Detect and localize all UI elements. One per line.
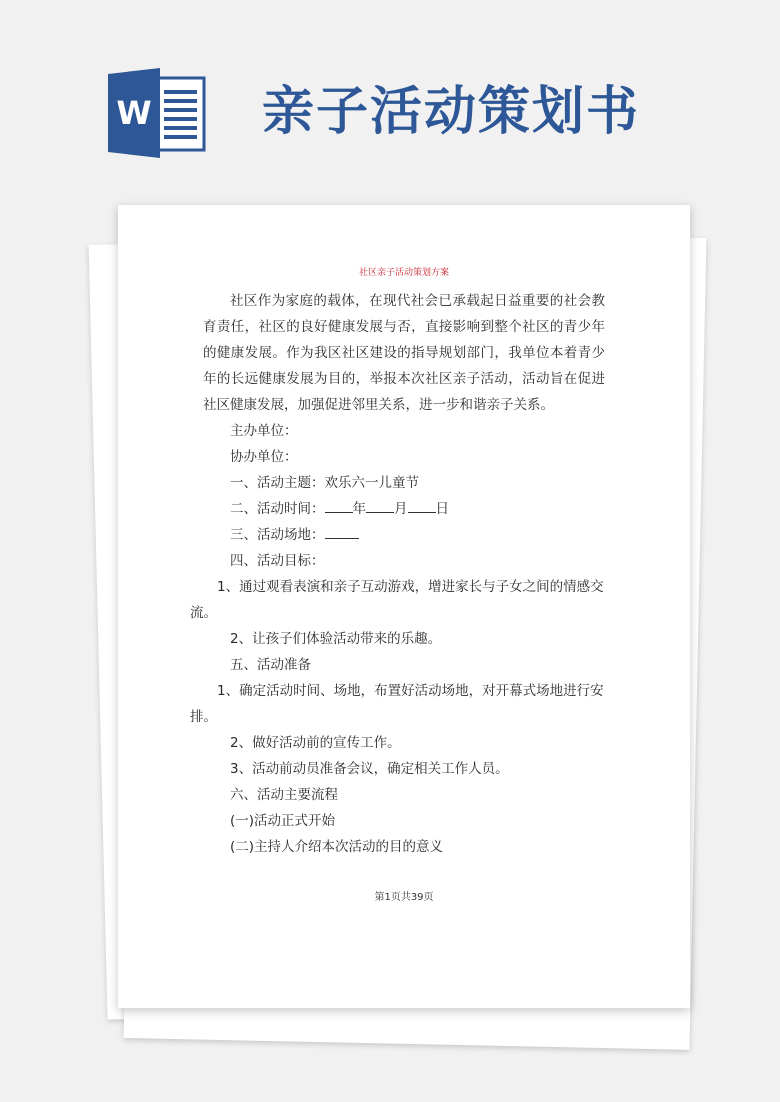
flow-item-1: (一)活动正式开始 (230, 813, 336, 829)
time-label: 二、活动时间： (230, 501, 325, 517)
month-label: 月 (394, 501, 408, 517)
prep-item-2: 2、做好活动前的宣传工作。 (230, 735, 401, 751)
intro-paragraph: 社区作为家庭的载体，在现代社会已承载起日益重要的社会教育责任，社区的良好健康发展与否，直接影响到整个社区的青少年的健康发展。作为我区社区建设的指导规划部门，我单位本着青少年的长远健康发展为目的，举报本次社区亲子活动，活动旨在促进社区健康发展，加强促进邻里关系，进一步和谐亲子关系。 (203, 293, 605, 413)
venue-line (203, 522, 605, 548)
document-body (190, 288, 605, 860)
month-blank (366, 498, 394, 513)
year-blank (325, 498, 353, 513)
svg-text:W: W (116, 94, 152, 132)
venue-label: 三、活动场地： (230, 527, 325, 543)
banner-title: 亲子活动策划书 (262, 81, 641, 142)
co-host-line: 协办单位： (230, 449, 298, 465)
document-page (118, 205, 690, 1008)
prep-item-3: 3、活动前动员准备会议，确定相关工作人员。 (230, 761, 509, 777)
flow-item-2: (二)主持人介绍本次活动的目的意义 (230, 839, 444, 855)
page-footer: 第1页共39页 (374, 892, 434, 903)
time-line (203, 496, 605, 522)
prep-heading: 五、活动准备 (230, 657, 311, 673)
day-label: 日 (435, 501, 449, 517)
flow-heading: 六、活动主要流程 (230, 787, 338, 803)
document-title: 社区亲子活动策划方案 (358, 268, 449, 278)
host-line: 主办单位： (230, 423, 298, 439)
day-blank (408, 498, 436, 513)
goal-item-1: 1、通过观看表演和亲子互动游戏，增进家长与子女之间的情感交流。 (190, 579, 604, 621)
venue-blank (325, 524, 359, 539)
goals-heading: 四、活动目标： (230, 553, 325, 569)
word-icon (108, 68, 208, 158)
goal-item-2: 2、让孩子们体验活动带来的乐趣。 (230, 631, 442, 647)
theme-line: 一、活动主题：欢乐六一儿童节 (230, 475, 419, 491)
year-label: 年 (352, 501, 366, 517)
prep-item-1: 1、确定活动时间、场地，布置好活动场地，对开幕式场地进行安排。 (190, 683, 604, 725)
